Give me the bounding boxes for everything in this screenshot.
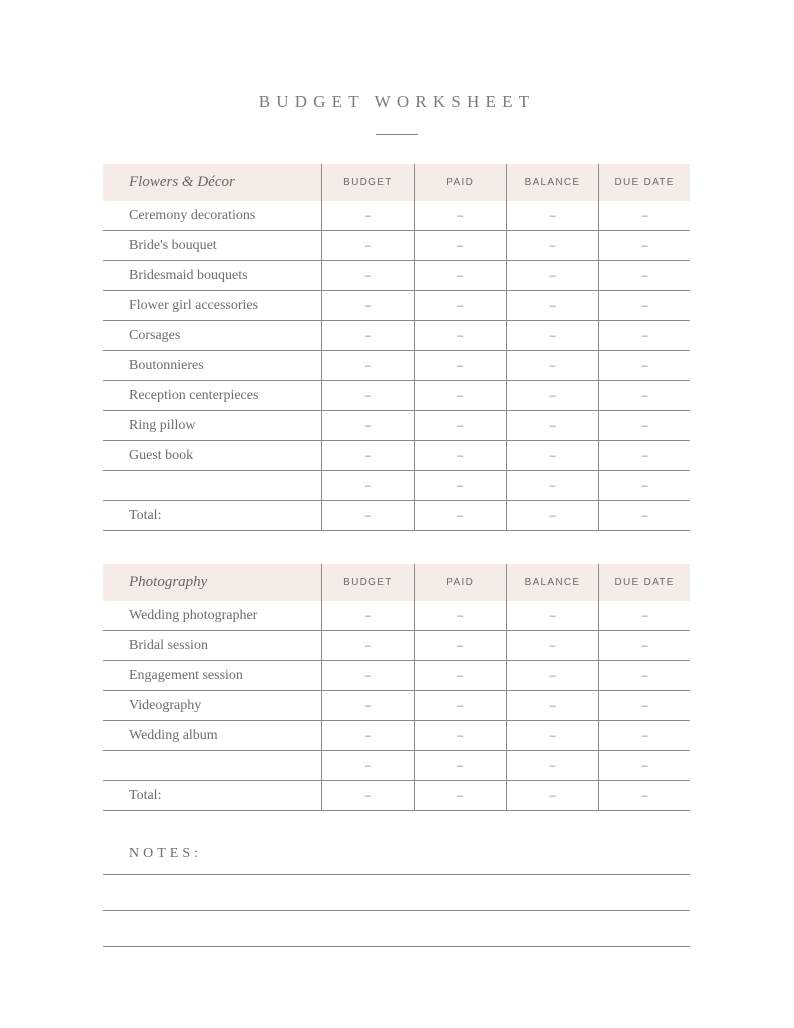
- notes-line[interactable]: [103, 874, 690, 875]
- row-label: Ring pillow: [103, 411, 322, 441]
- balance-cell[interactable]: –: [506, 721, 598, 751]
- photography-table: [103, 564, 690, 811]
- row-label: [103, 471, 322, 501]
- row-label: Engagement session: [103, 661, 322, 691]
- paid-cell[interactable]: –: [414, 261, 506, 291]
- table-row: [103, 441, 690, 471]
- paid-cell[interactable]: –: [414, 291, 506, 321]
- due-date-cell[interactable]: –: [599, 411, 690, 441]
- due-date-cell[interactable]: –: [599, 231, 690, 261]
- table-row: [103, 751, 690, 781]
- due-date-cell[interactable]: –: [599, 261, 690, 291]
- row-label: Boutonnieres: [103, 351, 322, 381]
- row-label: Guest book: [103, 441, 322, 471]
- paid-cell[interactable]: –: [414, 351, 506, 381]
- balance-cell[interactable]: –: [506, 471, 598, 501]
- due-date-cell[interactable]: –: [599, 201, 690, 231]
- table-row: [103, 321, 690, 351]
- row-label: Bridal session: [103, 631, 322, 661]
- budget-cell[interactable]: –: [322, 601, 414, 631]
- balance-cell[interactable]: –: [506, 781, 598, 811]
- balance-cell[interactable]: –: [506, 231, 598, 261]
- balance-cell[interactable]: –: [506, 751, 598, 781]
- notes-label: NOTES:: [129, 846, 202, 861]
- row-label: Bridesmaid bouquets: [103, 261, 322, 291]
- flowers-decor-table: [103, 164, 690, 531]
- balance-cell[interactable]: –: [506, 261, 598, 291]
- column-header-paid: PAID: [414, 564, 506, 601]
- due-date-cell[interactable]: –: [599, 781, 690, 811]
- paid-cell[interactable]: –: [414, 781, 506, 811]
- budget-cell[interactable]: –: [322, 321, 414, 351]
- balance-cell[interactable]: –: [506, 351, 598, 381]
- budget-cell[interactable]: –: [322, 231, 414, 261]
- paid-cell[interactable]: –: [414, 631, 506, 661]
- budget-cell[interactable]: –: [322, 471, 414, 501]
- paid-cell[interactable]: –: [414, 721, 506, 751]
- budget-cell[interactable]: –: [322, 351, 414, 381]
- budget-cell[interactable]: –: [322, 721, 414, 751]
- row-label: Wedding album: [103, 721, 322, 751]
- row-label: Videography: [103, 691, 322, 721]
- row-label: Total:: [103, 501, 322, 531]
- table-row: [103, 661, 690, 691]
- budget-cell[interactable]: –: [322, 781, 414, 811]
- row-label: Ceremony decorations: [103, 201, 322, 231]
- due-date-cell[interactable]: –: [599, 441, 690, 471]
- table-row: [103, 691, 690, 721]
- paid-cell[interactable]: –: [414, 441, 506, 471]
- budget-cell[interactable]: –: [322, 441, 414, 471]
- paid-cell[interactable]: –: [414, 471, 506, 501]
- row-label: Corsages: [103, 321, 322, 351]
- due-date-cell[interactable]: –: [599, 631, 690, 661]
- table-row: [103, 411, 690, 441]
- balance-cell[interactable]: –: [506, 691, 598, 721]
- table-row: [103, 721, 690, 751]
- notes-line[interactable]: [103, 910, 690, 911]
- column-header-balance: BALANCE: [506, 564, 598, 601]
- table-row: [103, 381, 690, 411]
- balance-cell[interactable]: –: [506, 291, 598, 321]
- column-header-balance: BALANCE: [506, 164, 598, 201]
- due-date-cell[interactable]: –: [599, 601, 690, 631]
- row-label: Total:: [103, 781, 322, 811]
- budget-cell[interactable]: –: [322, 381, 414, 411]
- total-row: [103, 501, 690, 531]
- table-header-row: [103, 164, 690, 201]
- budget-cell[interactable]: –: [322, 661, 414, 691]
- due-date-cell[interactable]: –: [599, 661, 690, 691]
- row-label: Bride's bouquet: [103, 231, 322, 261]
- column-header-paid: PAID: [414, 164, 506, 201]
- table-header-row: [103, 564, 690, 601]
- paid-cell[interactable]: –: [414, 661, 506, 691]
- paid-cell[interactable]: –: [414, 751, 506, 781]
- row-label: [103, 751, 322, 781]
- column-header-budget: BUDGET: [322, 564, 414, 601]
- table-row: [103, 201, 690, 231]
- balance-cell[interactable]: –: [506, 661, 598, 691]
- due-date-cell[interactable]: –: [599, 321, 690, 351]
- budget-cell[interactable]: –: [322, 411, 414, 441]
- row-label: Reception centerpieces: [103, 381, 322, 411]
- row-label: Wedding photographer: [103, 601, 322, 631]
- due-date-cell[interactable]: –: [599, 691, 690, 721]
- balance-cell[interactable]: –: [506, 381, 598, 411]
- due-date-cell[interactable]: –: [599, 291, 690, 321]
- budget-cell[interactable]: –: [322, 201, 414, 231]
- budget-cell[interactable]: –: [322, 751, 414, 781]
- table-row: [103, 291, 690, 321]
- page-title: BUDGET WORKSHEET: [258, 92, 536, 111]
- table-row: [103, 471, 690, 501]
- column-header-due-date: DUE DATE: [599, 564, 690, 601]
- category-title: Photography: [103, 564, 322, 601]
- column-header-budget: BUDGET: [322, 164, 414, 201]
- category-title: Flowers & Décor: [103, 164, 322, 201]
- due-date-cell[interactable]: –: [599, 471, 690, 501]
- table-row: [103, 351, 690, 381]
- paid-cell[interactable]: –: [414, 321, 506, 351]
- title-divider: [376, 134, 418, 135]
- row-label: Flower girl accessories: [103, 291, 322, 321]
- budget-cell[interactable]: –: [322, 691, 414, 721]
- balance-cell[interactable]: –: [506, 411, 598, 441]
- column-header-due-date: DUE DATE: [599, 164, 690, 201]
- due-date-cell[interactable]: –: [599, 381, 690, 411]
- balance-cell[interactable]: –: [506, 501, 598, 531]
- paid-cell[interactable]: –: [414, 231, 506, 261]
- paid-cell[interactable]: –: [414, 601, 506, 631]
- due-date-cell[interactable]: –: [599, 501, 690, 531]
- paid-cell[interactable]: –: [414, 411, 506, 441]
- table-row: [103, 261, 690, 291]
- budget-cell[interactable]: –: [322, 501, 414, 531]
- table-row: [103, 631, 690, 661]
- due-date-cell[interactable]: –: [599, 751, 690, 781]
- table-row: [103, 231, 690, 261]
- paid-cell[interactable]: –: [414, 691, 506, 721]
- table-row: [103, 601, 690, 631]
- paid-cell[interactable]: –: [414, 501, 506, 531]
- budget-cell[interactable]: –: [322, 291, 414, 321]
- budget-cell[interactable]: –: [322, 631, 414, 661]
- paid-cell[interactable]: –: [414, 381, 506, 411]
- budget-cell[interactable]: –: [322, 261, 414, 291]
- total-row: [103, 781, 690, 811]
- balance-cell[interactable]: –: [506, 441, 598, 471]
- balance-cell[interactable]: –: [506, 631, 598, 661]
- paid-cell[interactable]: –: [414, 201, 506, 231]
- balance-cell[interactable]: –: [506, 201, 598, 231]
- due-date-cell[interactable]: –: [599, 721, 690, 751]
- balance-cell[interactable]: –: [506, 321, 598, 351]
- due-date-cell[interactable]: –: [599, 351, 690, 381]
- notes-line[interactable]: [103, 946, 690, 947]
- balance-cell[interactable]: –: [506, 601, 598, 631]
